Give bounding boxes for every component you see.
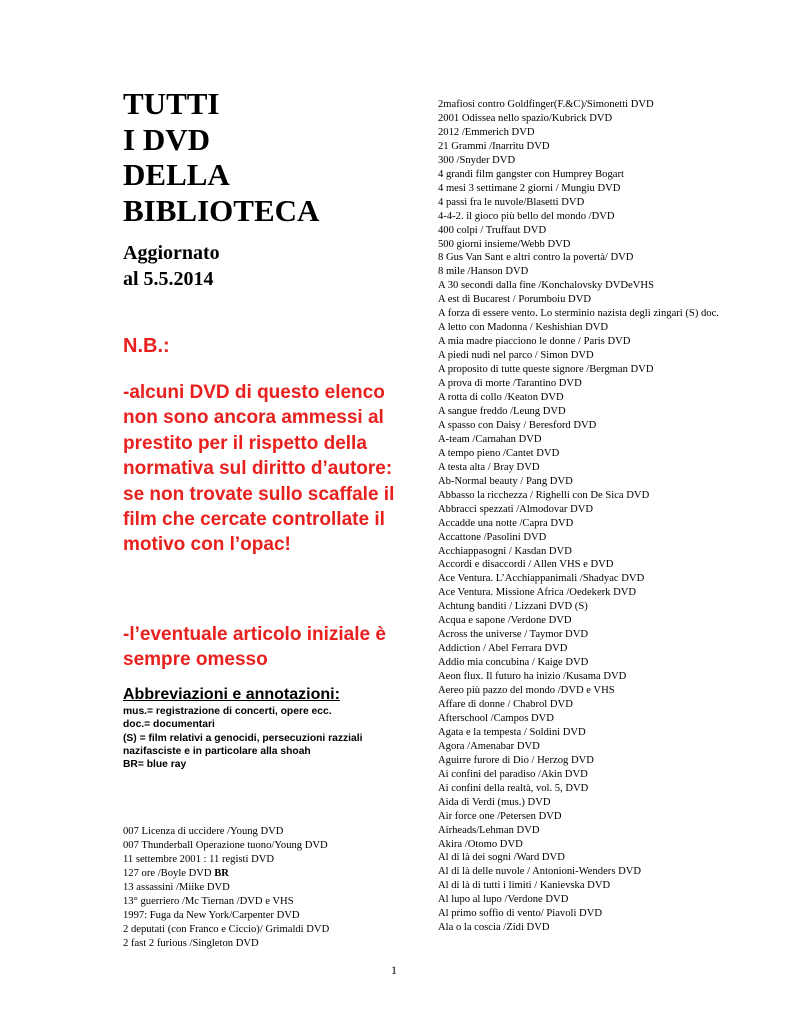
dvd-entry: 2012 /Emmerich DVD <box>438 126 535 138</box>
dvd-entry: 4 grandi film gangster con Humprey Bogart <box>438 168 624 180</box>
loan-notice: -alcuni DVD di questo elenco non sono ancora ammessi al prestito per il rispetto della normativa sul diritto d’autore: se non trovate sullo scaffale il film che cercate controllate il motivo con l’opac! <box>123 382 395 556</box>
dvd-entry: A proposito di tutte queste signore /Bergman DVD <box>438 364 654 376</box>
title-line: I DVD <box>123 121 210 157</box>
dvd-entry: A forza di essere vento. Lo sterminio nazista degli zingari (S) doc. <box>438 308 719 320</box>
dvd-entry: 8 mile /Hanson DVD <box>438 266 529 278</box>
dvd-entry: Afterschool /Campos DVD <box>438 712 554 724</box>
dvd-entry: A letto con Madonna / Keshishian DVD <box>438 322 609 334</box>
abbreviation-item: mus.= registrazione di concerti, opere ecc. <box>123 706 332 717</box>
dvd-entry: Acqua e sapone /Verdone DVD <box>438 615 572 627</box>
dvd-entry: A piedi nudi nel parco / Simon DVD <box>438 350 594 362</box>
update-line: al 5.5.2014 <box>123 268 214 290</box>
dvd-entry: Affare di donne / Chabrol DVD <box>438 698 573 710</box>
update-date <box>123 240 220 292</box>
dvd-entry: Ace Ventura. Missione Africa /Oedekerk DVD <box>438 587 637 599</box>
dvd-entry: A rotta di collo /Keaton DVD <box>438 392 564 404</box>
dvd-entry: Accordi e disaccordi / Allen VHS e DVD <box>438 559 614 571</box>
dvd-entry: Ai confini del paradiso /Akin DVD <box>438 768 588 780</box>
dvd-entry: Across the universe / Taymor DVD <box>438 629 588 641</box>
dvd-entry: 300 /Snyder DVD <box>438 154 516 166</box>
dvd-entry: 127 ore /Boyle DVD BR <box>123 867 229 879</box>
dvd-entry: 13 assassini /Miike DVD <box>123 881 230 893</box>
dvd-entry: 007 Licenza di uccidere /Young DVD <box>123 826 284 837</box>
update-line: Aggiornato <box>123 242 220 264</box>
dvd-entry: Airheads/Lehman DVD <box>438 824 540 836</box>
dvd-entry: A mia madre piacciono le donne / Paris DVD <box>438 336 631 348</box>
dvd-entry: 2 deputati (con Franco e Ciccio)/ Grimaldi DVD <box>123 923 330 935</box>
dvd-entry: Abbasso la ricchezza / Righelli con De Sica DVD <box>438 489 650 501</box>
dvd-entry: Accadde una notte /Capra DVD <box>438 517 574 529</box>
dvd-entry: Al di là dei sogni /Ward DVD <box>438 852 565 864</box>
dvd-entry: Al di là di tutti i limiti / Kanievska DVD <box>438 880 611 892</box>
dvd-entry: Ace Ventura. L’Acchiappanimali /Shadyac DVD <box>438 573 645 585</box>
dvd-entry: A sangue freddo /Leung DVD <box>438 405 566 417</box>
dvd-entry: Air force one /Petersen DVD <box>438 810 562 822</box>
abbreviations-heading: Abbreviazioni e annotazioni: <box>123 686 340 703</box>
title-line: BIBLIOTECA <box>123 192 320 228</box>
title-line: TUTTI <box>123 86 220 121</box>
dvd-entry: Agata e la tempesta / Soldini DVD <box>438 726 586 738</box>
dvd-entry: 2 fast 2 furious /Singleton DVD <box>123 937 259 949</box>
dvd-entry: Addiction / Abel Ferrara DVD <box>438 643 568 655</box>
dvd-list-right <box>438 98 728 935</box>
dvd-entry: Abbracci spezzati /Almodovar DVD <box>438 503 594 515</box>
dvd-entry: 21 Grammi /Inarritu DVD <box>438 140 550 152</box>
dvd-entry: 2001 Odissea nello spazio/Kubrick DVD <box>438 112 613 124</box>
dvd-entry: 1997: Fuga da New York/Carpenter DVD <box>123 909 300 921</box>
dvd-entry: 4-4-2. il gioco più bello del mondo /DVD <box>438 210 615 222</box>
title-line: DELLA <box>123 157 230 192</box>
dvd-entry: A prova di morte /Tarantino DVD <box>438 378 582 390</box>
dvd-entry: A testa alta / Bray DVD <box>438 461 540 473</box>
abbreviation-item: doc.= documentari <box>123 719 215 731</box>
dvd-entry: Aereo più pazzo del mondo /DVD e VHS <box>438 685 615 697</box>
dvd-entry: Al lupo al lupo /Verdone DVD <box>438 894 569 906</box>
dvd-entry: Ab-Normal beauty / Pang DVD <box>438 475 573 487</box>
dvd-entry: 007 Thunderball Operazione tuono/Young DVD <box>123 839 328 851</box>
dvd-entry: A-team /Carnahan DVD <box>438 433 542 445</box>
dvd-entry: Agora /Amenabar DVD <box>438 740 540 752</box>
dvd-entry: Addio mia concubina / Kaige DVD <box>438 657 589 669</box>
dvd-entry: Akira /Otomo DVD <box>438 838 523 850</box>
abbreviation-item: (S) = film relativi a genocidi, persecuzioni razziali nazifasciste e in particolare alla shoah <box>123 732 363 757</box>
dvd-entry: Achtung banditi / Lizzani DVD (S) <box>438 601 588 613</box>
dvd-entry: Ala o la coscia /Zidi DVD <box>438 922 550 934</box>
article-notice: -l’eventuale articolo iniziale è sempre omesso <box>123 624 386 671</box>
abbreviations-list <box>123 705 383 771</box>
dvd-entry: A tempo pieno /Cantet DVD <box>438 447 560 459</box>
dvd-entry: Al primo soffio di vento/ Piavoli DVD <box>438 908 603 920</box>
dvd-entry: A spasso con Daisy / Beresford DVD <box>438 419 597 431</box>
dvd-entry: Al di là delle nuvole / Antonioni-Wenders DVD <box>438 866 642 878</box>
dvd-entry: 2mafiosi contro Goldfinger(F.&C)/Simonetti DVD <box>438 99 654 110</box>
dvd-entry: Accattone /Pasolini DVD <box>438 531 547 543</box>
dvd-entry: A 30 secondi dalla fine /Konchalovsky DVDeVHS <box>438 280 654 292</box>
dvd-entry: Aida di Verdi (mus.) DVD <box>438 796 551 808</box>
dvd-entry: A est di Bucarest / Porumboiu DVD <box>438 294 592 306</box>
abbreviation-item: BR= blue ray <box>123 759 187 771</box>
dvd-entry: Ai confini della realtà, vol. 5, DVD <box>438 782 589 794</box>
dvd-entry: 4 passi fra le nuvole/Blasetti DVD <box>438 196 585 208</box>
dvd-entry: 500 giorni insieme/Webb DVD <box>438 238 571 250</box>
dvd-entry: 8 Gus Van Sant e altri contro la povertà/ DVD <box>438 252 634 264</box>
dvd-entry: 11 settembre 2001 : 11 registi DVD <box>123 853 275 865</box>
page-number: 1 <box>391 963 397 977</box>
dvd-entry: 4 mesi 3 settimane 2 giorni / Mungiu DVD <box>438 182 621 194</box>
dvd-entry: 400 colpi / Truffaut DVD <box>438 224 547 236</box>
dvd-entry: Acchiappasogni / Kasdan DVD <box>438 545 572 557</box>
dvd-entry: Aguirre furore di Dio / Herzog DVD <box>438 754 594 766</box>
dvd-entry: Aeon flux. Il futuro ha inizio /Kusama DVD <box>438 671 627 683</box>
nb-label: N.B.: <box>123 335 170 357</box>
dvd-entry: 13° guerriero /Mc Tiernan /DVD e VHS <box>123 895 294 907</box>
document-title <box>123 86 319 228</box>
dvd-list-left <box>123 825 329 951</box>
